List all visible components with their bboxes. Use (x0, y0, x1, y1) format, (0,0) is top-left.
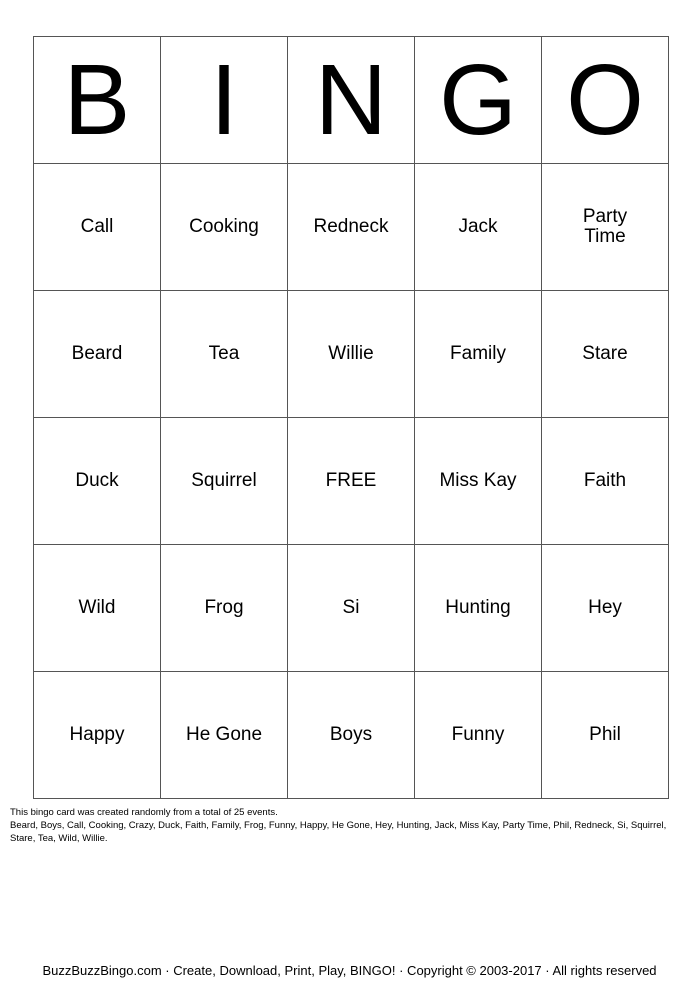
bingo-cell: Frog (161, 545, 288, 672)
bingo-cell: Willie (288, 291, 415, 418)
bingo-cell: Tea (161, 291, 288, 418)
bingo-cell: Beard (34, 291, 161, 418)
bingo-cell: Cooking (161, 164, 288, 291)
header-row (34, 37, 669, 164)
bingo-cell: Wild (34, 545, 161, 672)
header-letter: G (415, 37, 542, 164)
card-row (34, 291, 669, 418)
card-row (34, 418, 669, 545)
bingo-cell: Stare (542, 291, 669, 418)
bingo-cell: Happy (34, 672, 161, 799)
card-note (10, 806, 690, 845)
bingo-cell: Jack (415, 164, 542, 291)
bingo-cell: Duck (34, 418, 161, 545)
bingo-card (33, 36, 669, 799)
card-row (34, 545, 669, 672)
header-letter: N (288, 37, 415, 164)
header-letter: B (34, 37, 161, 164)
bingo-cell: Hey (542, 545, 669, 672)
bingo-cell: He Gone (161, 672, 288, 799)
bingo-cell: Hunting (415, 545, 542, 672)
bingo-cell: Si (288, 545, 415, 672)
bingo-cell (542, 164, 669, 291)
card-row (34, 672, 669, 799)
note-events-list: Beard, Boys, Call, Cooking, Crazy, Duck, Faith, Family, Frog, Funny, Happy, He Gone, Hey, Hunting, Jack, Miss Kay, Party Time, Phil, Redneck, Si, Squirrel, Stare, Tea, Wild, Willie. (10, 820, 667, 844)
bingo-cell: Redneck (288, 164, 415, 291)
cell-text: Party Time (582, 206, 628, 247)
bingo-cell: Miss Kay (415, 418, 542, 545)
header-letter: I (161, 37, 288, 164)
free-cell: FREE (288, 418, 415, 545)
header-letter: O (542, 37, 669, 164)
bingo-cell: Phil (542, 672, 669, 799)
bingo-cell: Faith (542, 418, 669, 545)
note-summary: This bingo card was created randomly from a total of 25 events. (10, 807, 278, 818)
bingo-cell: Boys (288, 672, 415, 799)
bingo-cell: Funny (415, 672, 542, 799)
bingo-cell: Family (415, 291, 542, 418)
bingo-cell: Call (34, 164, 161, 291)
footer: BuzzBuzzBingo.com · Create, Download, Print, Play, BINGO! · Copyright © 2003-2017 · All rights reserved (42, 963, 657, 978)
bingo-cell: Squirrel (161, 418, 288, 545)
card-row (34, 164, 669, 291)
